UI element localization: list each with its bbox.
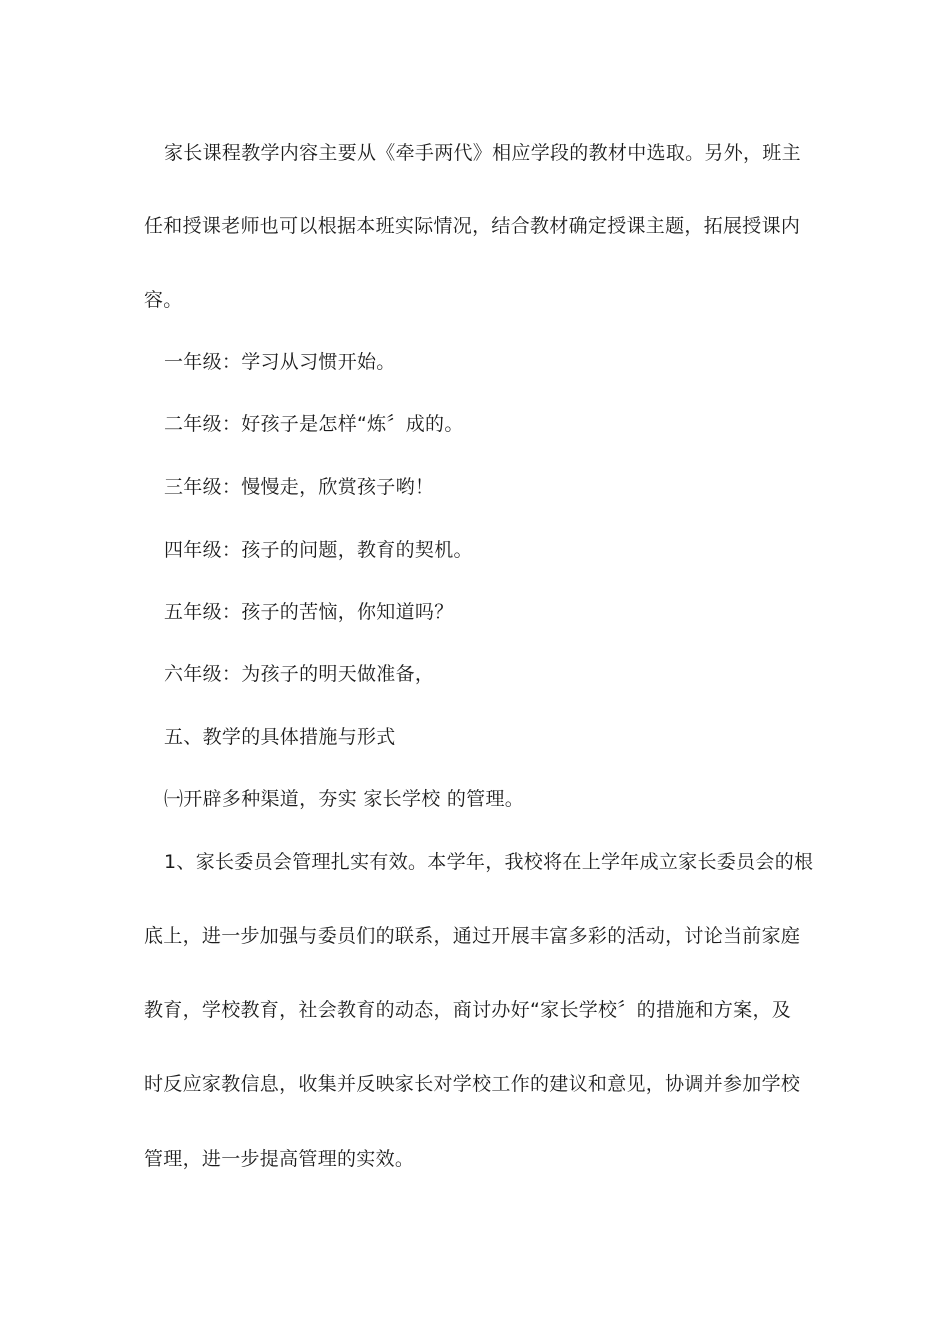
paragraph-line: 教育，学校教育，社会教育的动态，商讨办好“家长学校〞的措施和方案，及 bbox=[144, 999, 792, 1021]
grade-5-line: 五年级：孩子的苦恼，你知道吗？ bbox=[164, 601, 454, 623]
paragraph-line: 1、家长委员会管理扎实有效。本学年，我校将在上学年成立家长委员会的根 bbox=[164, 851, 814, 873]
grade-6-line: 六年级：为孩子的明天做准备， bbox=[164, 663, 435, 685]
sub-heading: ㈠开辟多种渠道，夯实 家长学校 的管理。 bbox=[164, 788, 525, 810]
grade-1-line: 一年级：学习从习惯开始。 bbox=[164, 351, 396, 373]
grade-2-line: 二年级：好孩子是怎样“炼〞成的。 bbox=[164, 413, 464, 435]
paragraph-line: 容。 bbox=[144, 289, 183, 311]
grade-4-line: 四年级：孩子的问题，教育的契机。 bbox=[164, 539, 473, 561]
paragraph-line: 管理，进一步提高管理的实效。 bbox=[144, 1148, 415, 1170]
paragraph-line: 家长课程教学内容主要从《牵手两代》相应学段的教材中选取。另外，班主 bbox=[164, 142, 801, 164]
paragraph-line: 底上，进一步加强与委员们的联系，通过开展丰富多彩的活动，讨论当前家庭 bbox=[144, 925, 801, 947]
paragraph-line: 时反应家教信息，收集并反映家长对学校工作的建议和意见，协调并参加学校 bbox=[144, 1073, 801, 1095]
paragraph-line: 任和授课老师也可以根据本班实际情况，结合教材确定授课主题，拓展授课内 bbox=[144, 215, 801, 237]
section-heading: 五、教学的具体措施与形式 bbox=[164, 726, 396, 748]
grade-3-line: 三年级：慢慢走，欣赏孩子哟！ bbox=[164, 476, 435, 498]
